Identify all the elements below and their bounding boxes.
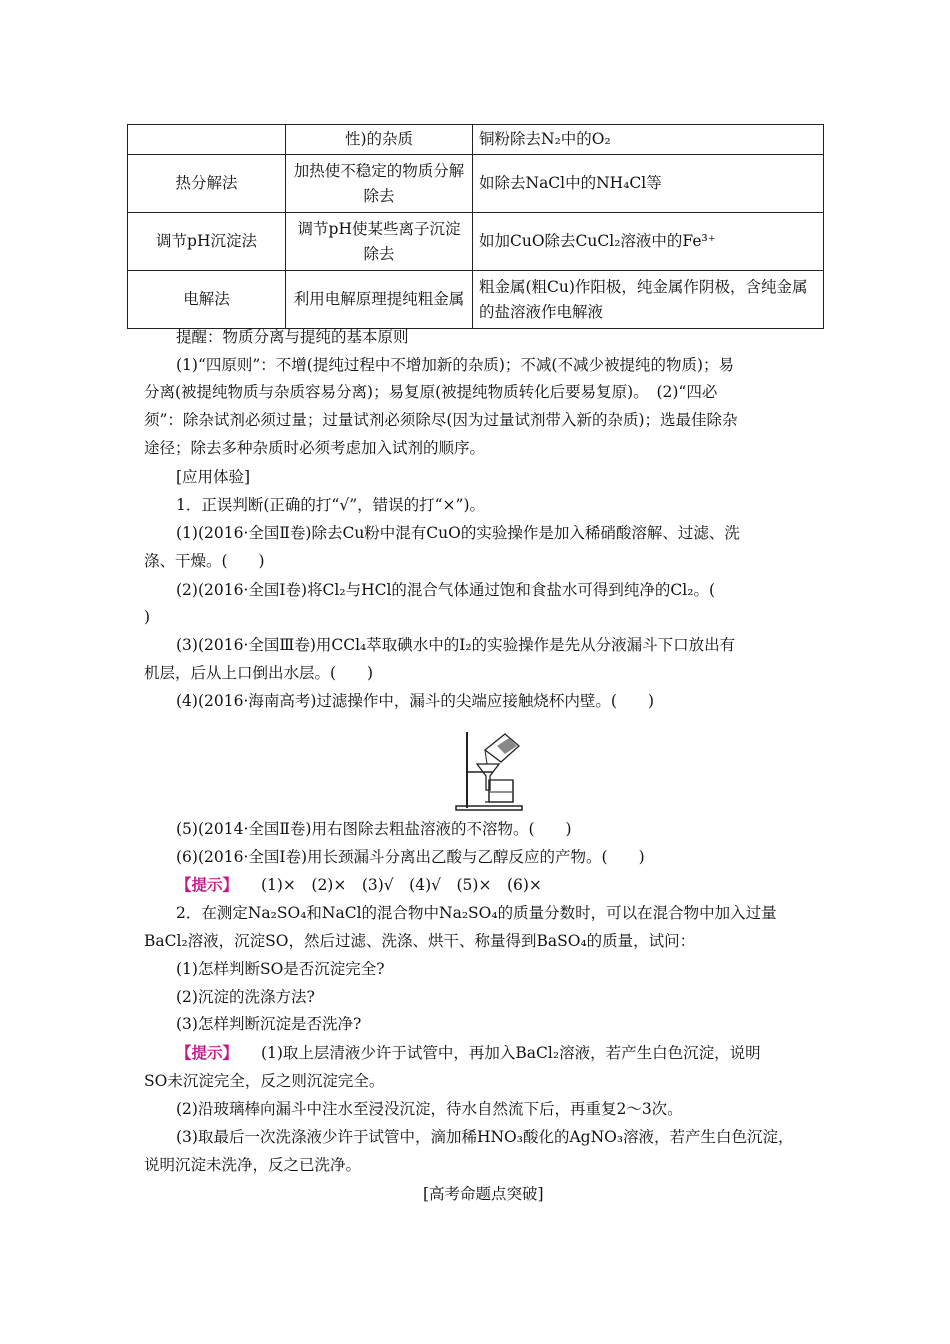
example-cell: 粗金属(粗Cu)作阳极，纯金属作阴极，含纯金属的盐溶液作电解液 <box>473 271 824 329</box>
principle-cell: 性)的杂质 <box>286 125 473 155</box>
answer-line <box>176 873 542 897</box>
example-cell: 如加CuO除去CuCl₂溶液中的Fe³⁺ <box>473 213 824 271</box>
question-2-line: (1)怎样判断SO是否沉淀完全? <box>176 960 385 978</box>
method-cell: 电解法 <box>128 271 286 329</box>
filtration-apparatus-icon <box>455 728 525 812</box>
answer-text: (1)取上层清液少许于试管中，再加入BaCl₂溶液，若产生白色沉淀，说明 <box>260 1044 761 1062</box>
apply-heading: [应用体验] <box>176 468 251 486</box>
question-line: (3)(2016·全国Ⅲ卷)用CCl₄萃取碘水中的I₂的实验操作是先从分液漏斗下口放出有 <box>176 636 736 654</box>
table-row <box>128 125 824 155</box>
answer-text: (1)× (2)× (3)√ (4)√ (5)× (6)× <box>260 876 542 894</box>
section-footer: [高考命题点突破] <box>423 1185 544 1203</box>
question-line: (6)(2016·全国Ⅰ卷)用长颈漏斗分离出乙酸与乙醇反应的产物。( ) <box>176 848 645 866</box>
table-row <box>128 155 824 213</box>
question-line: ) <box>144 608 151 626</box>
reminder-line: 途径；除去多种杂质时必须考虑加入试剂的顺序。 <box>144 439 486 457</box>
reminder-line: 分离(被提纯物质与杂质容易分离)；易复原(被提纯物质转化后要易复原)。 (2)“四必 <box>144 383 718 401</box>
hint-label: 【提示】 <box>176 1043 239 1062</box>
question-line: (5)(2014·全国Ⅱ卷)用右图除去粗盐溶液的不溶物。( ) <box>176 820 572 838</box>
answer-line: (2)沿玻璃棒向漏斗中注水至浸没沉淀，待水自然流下后，再重复2～3次。 <box>176 1100 683 1118</box>
question-2-line: (2)沉淀的洗涤方法? <box>176 988 315 1006</box>
table-row <box>128 213 824 271</box>
example-cell: 如除去NaCl中的NH₄Cl等 <box>473 155 824 213</box>
question-line: 机层，后从上口倒出水层。( ) <box>144 664 374 682</box>
principle-cell: 加热使不稳定的物质分解除去 <box>286 155 473 213</box>
hint-label: 【提示】 <box>176 875 239 894</box>
principle-cell: 利用电解原理提纯粗金属 <box>286 271 473 329</box>
method-cell: 调节pH沉淀法 <box>128 213 286 271</box>
reminder-line: (1)“四原则”：不增(提纯过程中不增加新的杂质)；不减(不减少被提纯的物质)；易 <box>176 356 734 374</box>
reminder-line: 须”：除杂试剂必须过量；过量试剂必须除尽(因为过量试剂带入新的杂质)；选最佳除杂 <box>144 411 738 429</box>
question-line: (1)(2016·全国Ⅱ卷)除去Cu粉中混有CuO的实验操作是加入稀硝酸溶解、过滤、洗 <box>176 524 740 542</box>
question-1-title: 1．正误判断(正确的打“√”，错误的打“×”)。 <box>176 496 486 514</box>
answer-line: (3)取最后一次洗涤液少许于试管中，滴加稀HNO₃酸化的AgNO₃溶液，若产生白色沉淀， <box>176 1128 794 1146</box>
question-2-line: 2．在测定Na₂SO₄和NaCl的混合物中Na₂SO₄的质量分数时，可以在混合物中加入过量 <box>176 904 777 922</box>
question-line: 涤、干燥。( ) <box>144 552 265 570</box>
method-cell: 热分解法 <box>128 155 286 213</box>
answer-line: SO未沉淀完全，反之则沉淀完全。 <box>144 1072 385 1090</box>
example-cell: 铜粉除去N₂中的O₂ <box>473 125 824 155</box>
table-row <box>128 271 824 329</box>
question-line: (4)(2016·海南高考)过滤操作中，漏斗的尖端应接触烧杯内壁。( ) <box>176 692 655 710</box>
method-cell <box>128 125 286 155</box>
question-2-line: (3)怎样判断沉淀是否洗净? <box>176 1015 362 1033</box>
question-line: (2)(2016·全国Ⅰ卷)将Cl₂与HCl的混合气体通过饱和食盐水可得到纯净的Cl₂。( <box>176 581 715 599</box>
principle-cell: 调节pH使某些离子沉淀除去 <box>286 213 473 271</box>
answer-line <box>176 1041 761 1065</box>
question-2-line: BaCl₂溶液，沉淀SO，然后过滤、洗涤、烘干、称量得到BaSO₄的质量，试问： <box>144 932 696 950</box>
reminder-title: 提醒：物质分离与提纯的基本原则 <box>176 328 409 346</box>
separation-methods-table <box>127 124 824 329</box>
answer-line: 说明沉淀未洗净，反之已洗净。 <box>144 1156 362 1174</box>
